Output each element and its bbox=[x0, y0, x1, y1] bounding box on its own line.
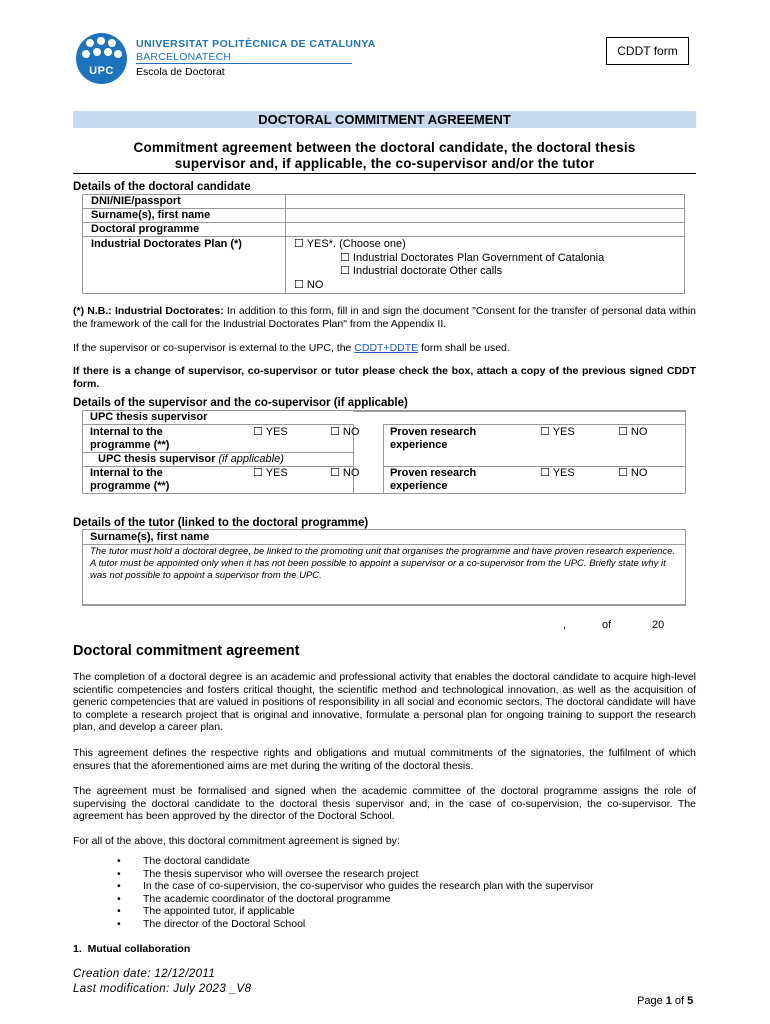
industrial-yes-checkbox[interactable]: ☐ YES*. (Choose one) bbox=[294, 238, 406, 250]
date-of: of bbox=[602, 619, 612, 631]
programme-label: Doctoral programme bbox=[83, 223, 286, 237]
logo-text: UPC bbox=[89, 65, 114, 77]
date-year: 20 bbox=[652, 619, 665, 631]
candidate-table bbox=[82, 194, 685, 294]
agreement-paragraph-4: For all of the above, this doctoral commitment agreement is signed by: bbox=[73, 835, 400, 847]
list-item: • The director of the Doctoral School bbox=[117, 918, 594, 931]
name-label: Surname(s), first name bbox=[83, 209, 286, 223]
supervisor-heading: Details of the supervisor and the co-supervisor (if applicable) bbox=[73, 397, 408, 409]
co-supervisor-label-text: UPC thesis supervisor bbox=[98, 453, 216, 465]
tutor-note: The tutor must hold a doctoral degree, be linked to the promoting unit that organises the programme and have proven research experience. A tutor must be appointed only when it has not been possible to appoint a supervisor or a co-supervisor from the UPC. Briefly state why it was not possible to appoint a supervisor from the UPC. bbox=[90, 546, 676, 582]
co-internal-no[interactable]: ☐ NO bbox=[330, 467, 360, 479]
external-text-before: If the supervisor or co-supervisor is external to the UPC, the bbox=[73, 342, 355, 354]
list-item: • The academic coordinator of the doctoral programme bbox=[117, 893, 594, 906]
cddt-ddte-link[interactable]: CDDT+DDTE bbox=[354, 342, 419, 354]
header-divider bbox=[136, 63, 352, 64]
industrial-option-other[interactable]: ☐ Industrial doctorate Other calls bbox=[340, 265, 503, 277]
agreement-paragraph-3: The agreement must be formalised and signed when the academic committee of the doctoral programme assigns the role of supervising the doctoral candidate to the doctoral thesis supervisor and, in the case of co-supervision, the co-supervisor. The agreement has been approved by the director of the Doctoral School. bbox=[73, 785, 696, 823]
university-name: UNIVERSITAT POLITÈCNICA DE CATALUNYA bbox=[136, 38, 376, 50]
supervisor-experience-label: experience bbox=[390, 439, 448, 451]
date-comma: , bbox=[563, 619, 567, 631]
supervisor-proven-yes[interactable]: ☐ YES bbox=[540, 426, 575, 438]
page-prefix: Page bbox=[637, 995, 666, 1007]
supervisor-internal-yes[interactable]: ☐ YES bbox=[253, 426, 288, 438]
nb-note bbox=[73, 305, 696, 330]
list-item: • In the case of co-supervision, the co-supervisor who guides the research plan with the supervisor bbox=[117, 880, 594, 893]
upc-supervisor-label: UPC thesis supervisor bbox=[90, 411, 208, 423]
creation-date: Creation date: 12/12/2011 bbox=[73, 968, 216, 980]
signatories-list bbox=[117, 855, 594, 931]
page-total: 5 bbox=[687, 995, 694, 1007]
last-modification: Last modification: July 2023 _V8 bbox=[73, 983, 252, 995]
form-label-box: CDDT form bbox=[606, 37, 689, 65]
change-note: If there is a change of supervisor, co-supervisor or tutor please check the box, attach a copy of the previous signed CDDT form. bbox=[73, 365, 696, 390]
upc-logo bbox=[76, 33, 127, 84]
programme-field[interactable] bbox=[286, 223, 685, 237]
page-mid: of bbox=[671, 995, 688, 1007]
external-text-after: form shall be used. bbox=[418, 342, 510, 354]
supervisor-programme-label: programme (**) bbox=[90, 439, 170, 451]
co-proven-label: Proven research bbox=[390, 467, 477, 479]
list-item: • The doctoral candidate bbox=[117, 855, 594, 868]
document-subtitle bbox=[73, 140, 696, 172]
industrial-options bbox=[286, 237, 685, 294]
section-1-heading: 1. Mutual collaboration bbox=[73, 943, 191, 955]
co-experience-label: experience bbox=[390, 480, 448, 492]
external-note bbox=[73, 342, 696, 355]
co-internal-yes[interactable]: ☐ YES bbox=[253, 467, 288, 479]
university-subtitle: BARCELONATECH bbox=[136, 51, 232, 63]
supervisor-internal-label: Internal to the bbox=[90, 426, 163, 438]
tutor-name-label: Surname(s), first name bbox=[90, 531, 210, 543]
page-current: 1 bbox=[665, 995, 672, 1007]
agreement-heading: Doctoral commitment agreement bbox=[73, 643, 300, 659]
school-name: Escola de Doctorat bbox=[136, 66, 225, 78]
name-field[interactable] bbox=[286, 209, 685, 223]
dni-field[interactable] bbox=[286, 195, 685, 209]
nb-label: (*) N.B.: Industrial Doctorates: bbox=[73, 305, 224, 317]
industrial-label: Industrial Doctorates Plan (*) bbox=[83, 237, 286, 294]
agreement-paragraph-1: The completion of a doctoral degree is an academic and professional activity that enables the doctoral candidate to acquire high-level scientific competencies and fosters critical thought, the scientific method and technological innovation, as well as the acquisition of generic competencies that are valued in positions of responsibility in all social and economic sectors. The doctoral candidate will have to complete a research project that is original and innovative, formulate a personal plan for ongoing training to support the research plan, and develop a career plan. bbox=[73, 671, 696, 734]
co-internal-label: Internal to the bbox=[90, 467, 163, 479]
agreement-paragraph-2: This agreement defines the respective rights and obligations and mutual commitments of the signatories, the fulfilment of which ensures that the aforementioned aims are met during the writing of the doctoral thesis. bbox=[73, 747, 696, 772]
subtitle-line-1: Commitment agreement between the doctoral candidate, the doctoral thesis bbox=[133, 140, 636, 155]
list-item: • The appointed tutor, if applicable bbox=[117, 905, 594, 918]
industrial-no-checkbox[interactable]: ☐ NO bbox=[294, 278, 324, 291]
subtitle-rule bbox=[73, 173, 696, 174]
co-programme-label: programme (**) bbox=[90, 480, 170, 492]
co-supervisor-label bbox=[98, 453, 284, 466]
dni-label: DNI/NIE/passport bbox=[83, 195, 286, 209]
industrial-option-catalonia[interactable]: ☐ Industrial Doctorates Plan Government of Catalonia bbox=[340, 251, 605, 264]
nb-text: In addition to this form, fill in and sign the document "Consent for the transfer of personal data within the framework of the call for the Industrial Doctorates Plan" from the Appendix II. bbox=[73, 305, 696, 330]
co-proven-no[interactable]: ☐ NO bbox=[618, 467, 648, 479]
list-item: • The thesis supervisor who will oversee the research project bbox=[117, 868, 594, 881]
supervisor-internal-no[interactable]: ☐ NO bbox=[330, 426, 360, 438]
subtitle-line-2: supervisor and, if applicable, the co-supervisor and/or the tutor bbox=[174, 156, 595, 171]
tutor-heading: Details of the tutor (linked to the doctoral programme) bbox=[73, 517, 369, 529]
page-number bbox=[637, 995, 693, 1007]
document-title: DOCTORAL COMMITMENT AGREEMENT bbox=[73, 111, 696, 128]
candidate-heading: Details of the doctoral candidate bbox=[73, 181, 251, 193]
supervisor-proven-no[interactable]: ☐ NO bbox=[618, 426, 648, 438]
supervisor-proven-label: Proven research bbox=[390, 426, 477, 438]
co-supervisor-suffix: (if applicable) bbox=[218, 453, 284, 465]
co-proven-yes[interactable]: ☐ YES bbox=[540, 467, 575, 479]
